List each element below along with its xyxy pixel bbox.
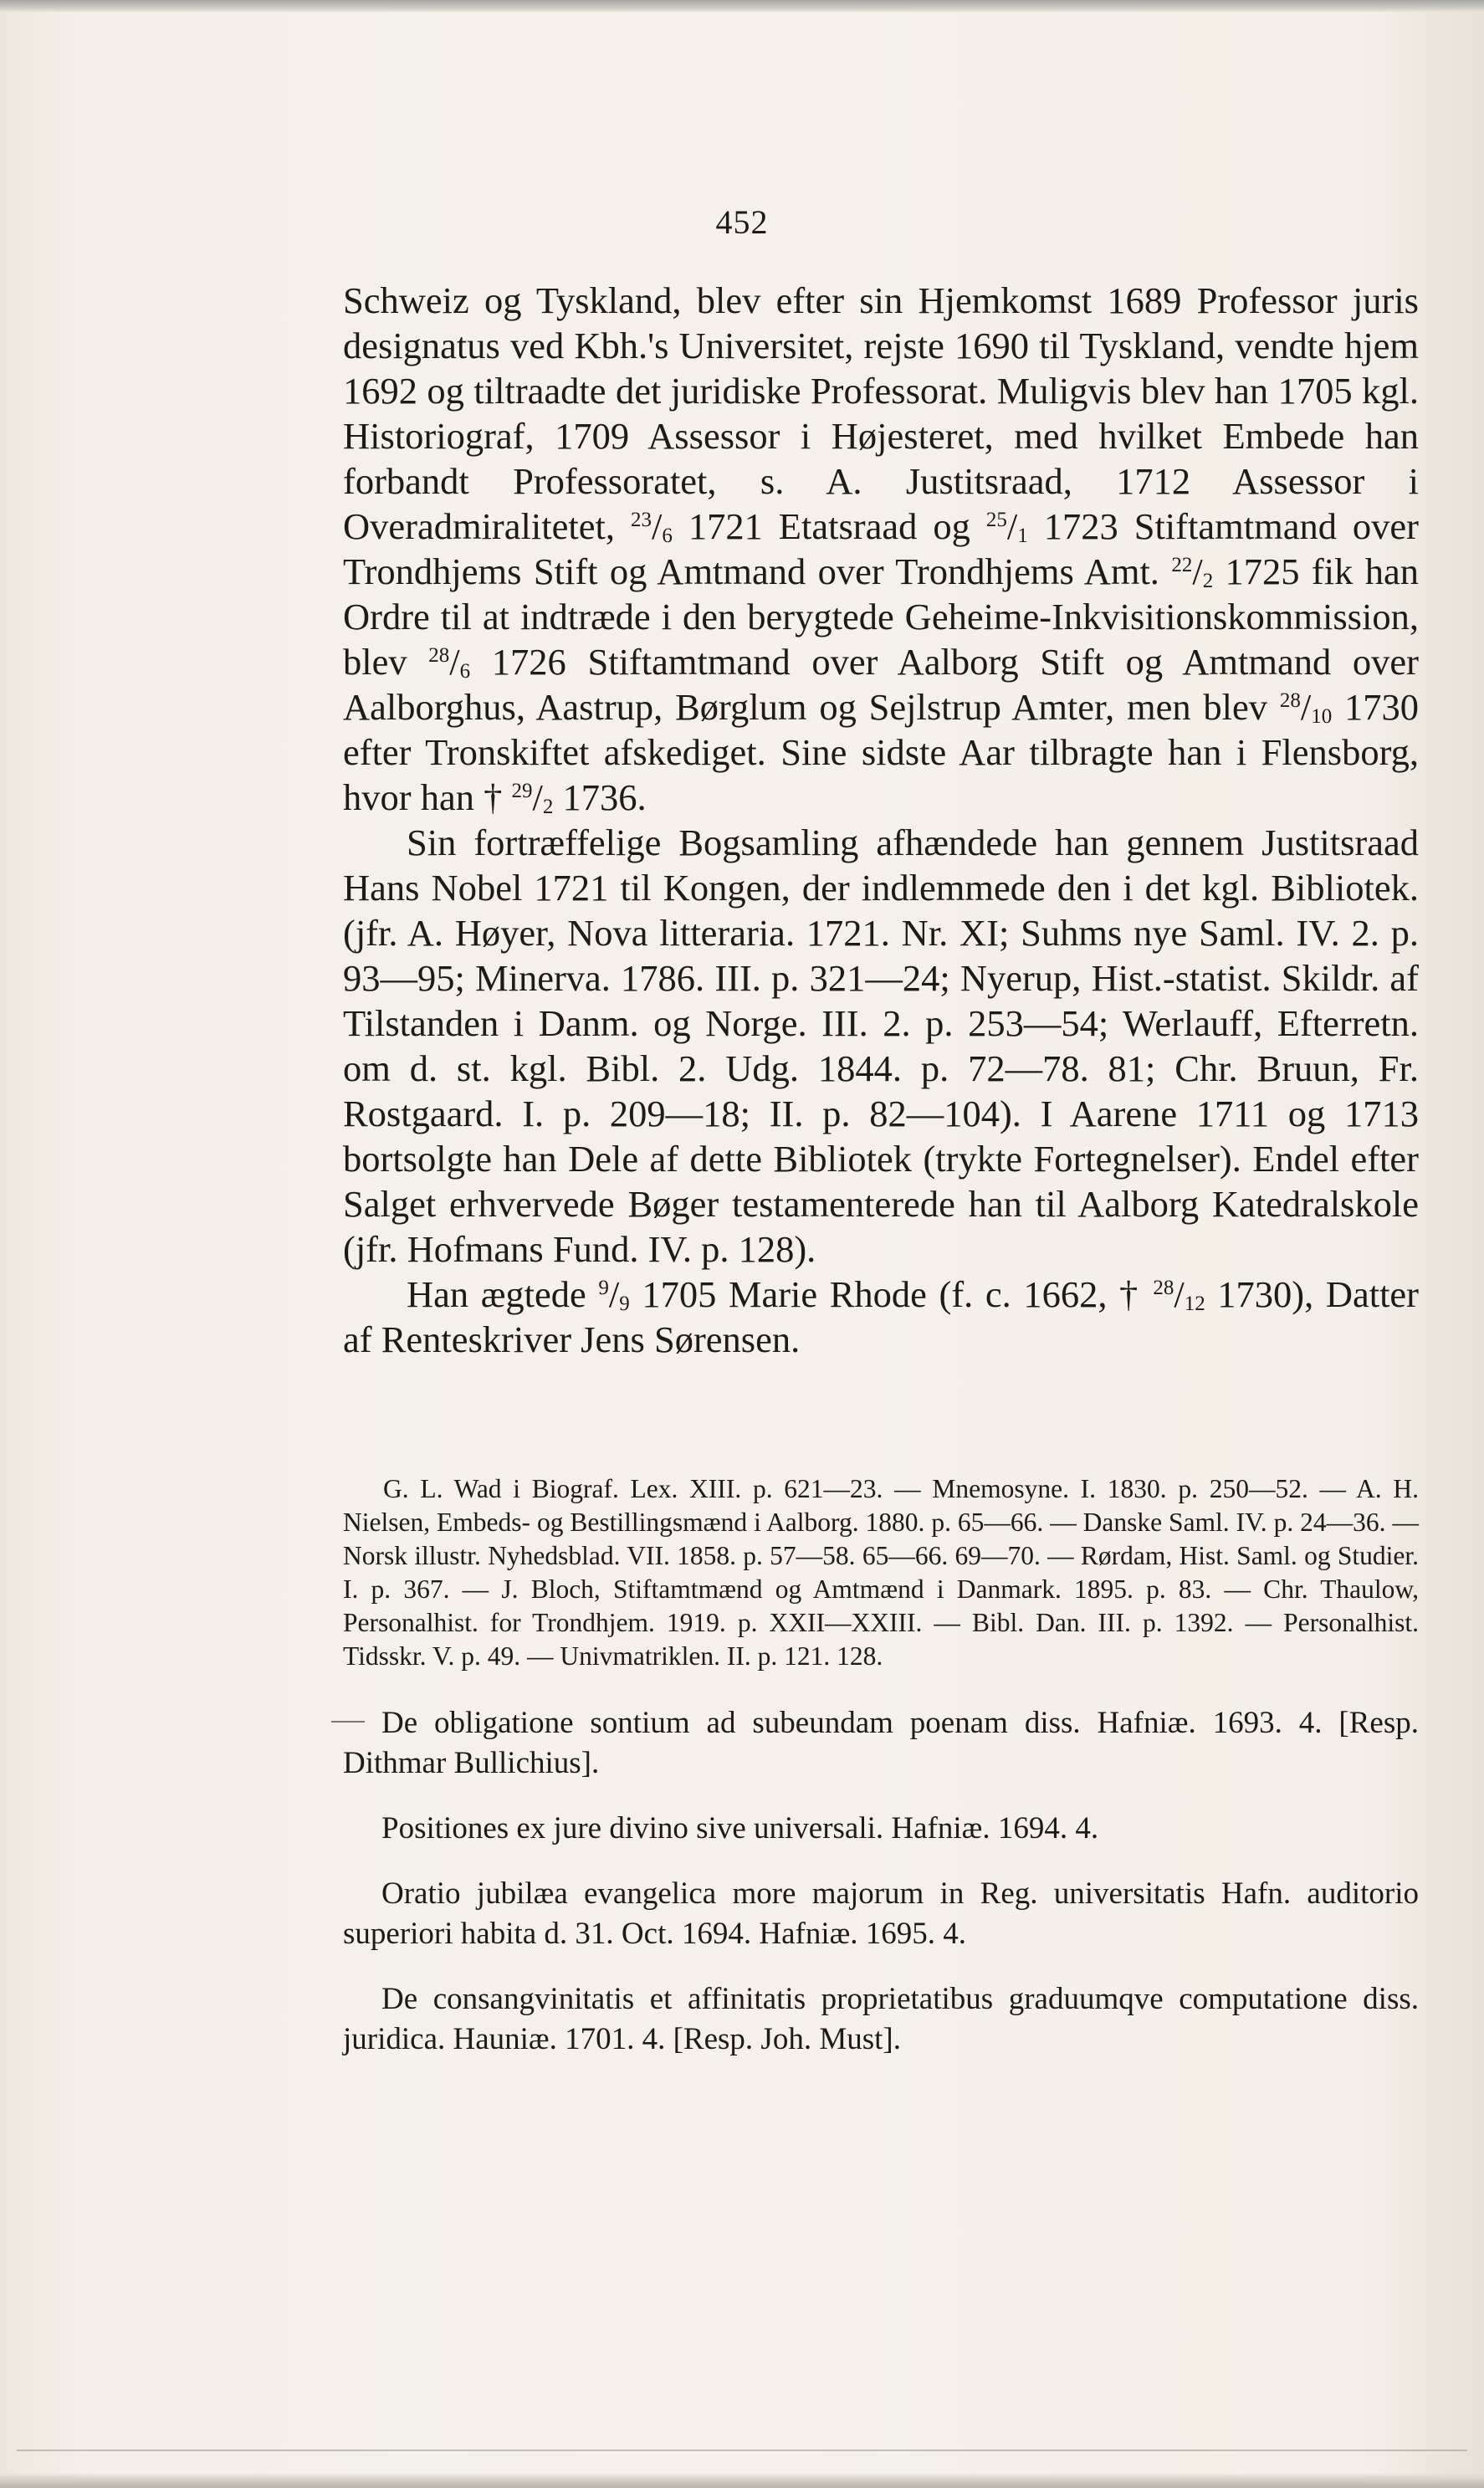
main-text [343,278,1419,1362]
page-number: 452 [715,203,769,241]
works-list [343,1703,1419,2085]
work-item: Oratio jubilæa evangelica more majorum in Reg. universitatis Hafn. auditorio superiori habita d. 31. Oct. 1694. Hafniæ. 1695. 4. [343,1876,1419,1951]
references-text: G. L. Wad i Biograf. Lex. XIII. p. 621—23. — Mnemosyne. I. 1830. p. 250—52. — A. H. Nielsen, Embeds- og Bestillingsmænd i Aalborg. 1880. p. 65—66. — Danske Saml. IV. p. 24—36. — Norsk illustr. Nyhedsblad. VII. 1858. p. 57—58. 65—66. 69—70. — Rørdam, Hist. Saml. og Studier. I. p. 367. — J. Bloch, Stiftamtmænd og Amtmænd i Danmark. 1895. p. 83. — Chr. Thaulow, Personalhist. for Trondhjem. 1919. p. XXII—XXIII. — Bibl. Dan. III. p. 1392. — Personalhist. Tidsskr. V. p. 49. — Univmatriklen. II. p. 121. 128. [343,1474,1419,1671]
paragraph-marriage: Han ægtede $^9/_9$ 1705 Marie Rhode (f. c. 1662, † $^{28}/_{12}$ 1730), Datter af Renteskriver Jens Sørensen. [343,1273,1420,1360]
page-bottom-edge [0,2473,1484,2488]
work-item: De obligatione sontium ad subeundam poenam diss. Hafniæ. 1693. 4. [Resp. Dithmar Bullichius]. [343,1703,1419,1784]
work-item: De consangvinitatis et affinitatis proprietatibus graduumqve computatione diss. juridica. Hauniæ. 1701. 4. [Resp. Joh. Must]. [343,1982,1419,2056]
work-item: Positiones ex jure divino sive universali. Hafniæ. 1694. 4. [381,1811,1099,1846]
bottom-rule [17,2450,1467,2451]
paragraph-library: Sin fortræffelige Bogsamling afhændede han gennem Justitsraad Hans Nobel 1721 til Kongen, der indlemmede den i det kgl. Bibliotek. (jfr. A. Høyer, Nova litteraria. 1721. Nr. XI; Suhms nye Saml. IV. 2. p. 93—95; Minerva. 1786. III. p. 321—24; Nyerup, Hist.-statist. Skildr. af Tilstanden i Danm. og Norge. III. 2. p. 253—54; Werlauff, Efterretn. om d. st. kgl. Bibl. 2. Udg. 1844. p. 72—78. 81; Chr. Bruun, Fr. Rostgaard. I. p. 209—18; II. p. 82—104). I Aarene 1711 og 1713 bortsolgte han Dele af dette Bibliotek (trykte Fortegnelser). Endel efter Salget erhvervede Bøger testamenterede han til Aalborg Katedralskole (jfr. Hofmans Fund. IV. p. 128). [343,822,1419,1270]
page-top-edge [0,0,1484,12]
paragraph-career: Schweiz og Tyskland, blev efter sin Hjemkomst 1689 Professor juris designatus ved Kbh.'s Universitet, rejste 1690 til Tyskland, vendte hjem 1692 og tiltraadte det juridiske Professorat. Muligvis blev han 1705 kgl. Historiograf, 1709 Assessor i Højesteret, med hvilket Embede han forbandt Professoratet, s. A. Justitsraad, 1712 Assessor i Overadmiralitetet, $^{23}/_6$ 1721 Etatsraad og $^{25}/_1$ 1723 Stiftamtmand over Trondhjems Stift og Amtmand over Trondhjems Amt. $^{22}/_2$ 1725 fik han Ordre til at indtræde i den berygtede Geheime-Inkvisitionskommission, blev $^{28}/_6$ 1726 Stiftamtmand over Aalborg Stift og Amtmand over Aalborghus, Aastrup, Børglum og Sejlstrup Amter, men blev $^{28}/_{10}$ 1730 efter Tronskiftet afskediget. Sine sidste Aar tilbragte han i Flensborg, hvor han † $^{29}/_2$ 1736. [343,279,1420,818]
margin-dash [331,1721,365,1723]
references-block [343,1472,1419,1673]
